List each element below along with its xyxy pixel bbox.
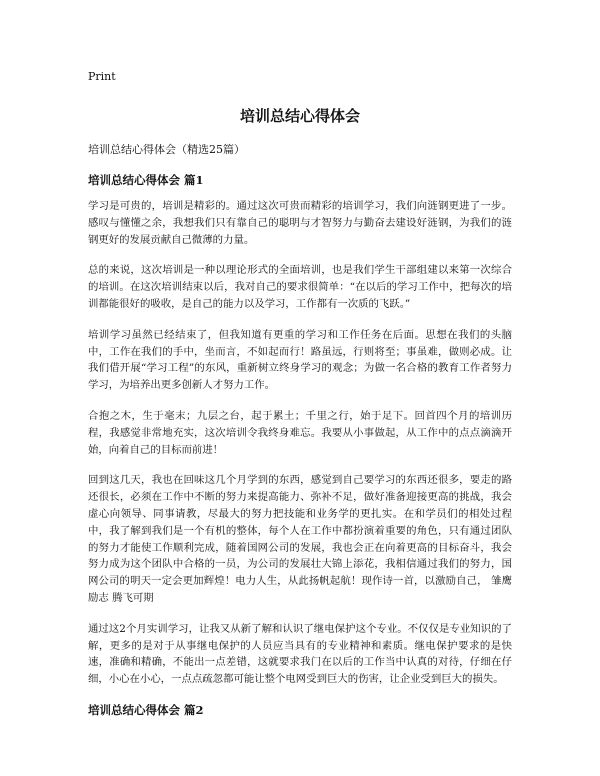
paragraph-4: 合抱之木，生于毫末；九层之台，起于累土；千里之行，始于足下。回首四个月的培训历程，我感觉非常地充实，这次培训令我终身难忘。我要从小事做起，从工作中的点点滴滴开始，向着自己的目标而前进！ [88,409,512,456]
document-subtitle: 培训总结心得体会（精选25篇） [88,143,245,156]
paragraph-5: 回到这几天，我也在回味这几个月学到的东西，感觉到自己要学习的东西还很多，要走的路还很长，必须在工作中不断的努力来提高能力、弥补不足，做好准备迎接更高的挑战，我会虚心向领导、同事请教，尽最大的努力把技能和业务学的更扎实。在和学员们的相处过程中，我了解到我们是一个有机的整体，每个人在工作中都扮演着重要的角色，只有通过团队的努力才能使工作顺利完成，随着国网公司的发展，我也会正在向着更高的目标奋斗，我会努力成为这个团队中合格的一员，为公司的发展壮大锦上添花，我相信通过我们的努力，国网公司的明天一定会更加辉煌！电力人生，从此扬帆起航！现作诗一首，以激励自己， 雏鹰励志 腾飞可期 [88,474,512,604]
paragraph-2: 总的来说，这次培训是一种以理论形式的全面培训，也是我们学生干部组建以来第一次综合的培训。在这次培训结束以后，我对自己的要求很简单：“在以后的学习工作中，把每次的培训都能很好的吸收，是自己的能力以及学习，工作都有一次质的飞跃。” [88,264,512,310]
document-title: 培训总结心得体会 [239,107,360,125]
paragraph-1: 学习是可贵的，培训是精彩的。通过这次可贵而精彩的培训学习，我们向涟钢更进了一步。感叹与懂懂之余，我想我们只有靠自己的聪明与才智努力与勤奋去建设好涟钢，为我们的涟钢更好的发展贡献自己微薄的力量。 [88,200,512,246]
section-heading-2: 培训总结心得体会 篇2 [88,702,204,717]
paragraph-3: 培训学习虽然已经结束了，但我知道有更重的学习和工作任务在后面。思想在我们的头脑中，工作在我们的手中，坐而言，不如起而行！路虽远，行则将至；事虽难，做则必成。让我们借开展“学习工程”的东风，重新树立终身学习的观念；为做一名合格的教育工作者努力学习，为培养出更多创新人才努力工作。 [88,328,512,392]
print-label[interactable]: Print [88,70,116,83]
section-heading-1: 培训总结心得体会 篇1 [88,173,204,187]
paragraph-6: 通过这2个月实训学习，让我又从新了解和认识了继电保护这个专业。不仅仅是专业知识的了解，更多的是对于从事继电保护的人员应当具有的专业精神和素质。继电保护要求的是快速，准确和精确，不能出一点差错，这就要求我门在以后的工作当中认真的对待，仔细在仔细，小心在小心，一点点疏忽都可能让整个电网受到巨大的伤害，让企业受到巨大的损失。 [88,622,512,686]
